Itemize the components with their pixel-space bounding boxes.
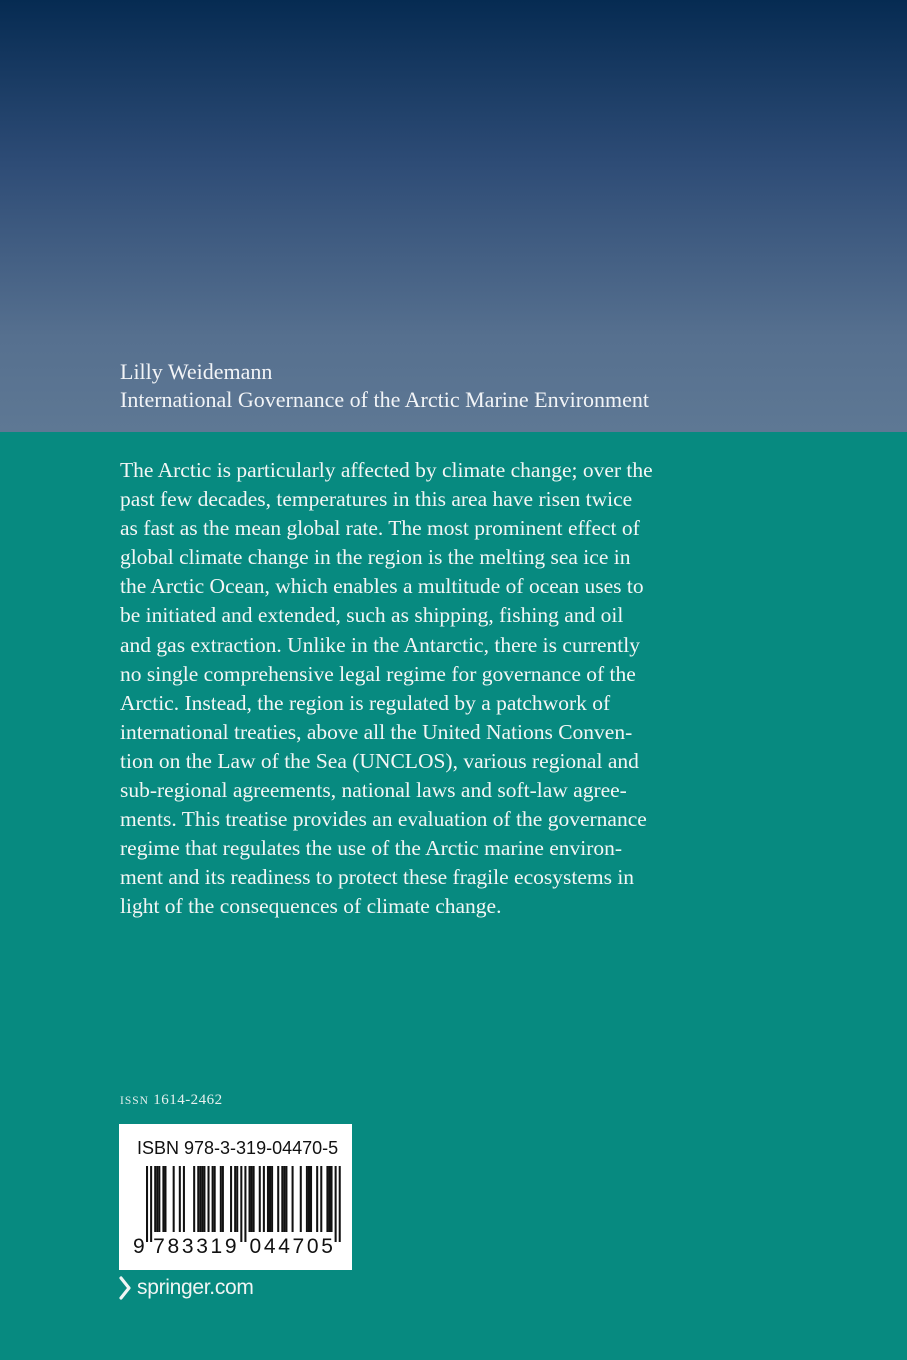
barcode-bar xyxy=(208,1166,210,1232)
barcode-bar xyxy=(183,1166,185,1232)
barcode-bar xyxy=(310,1166,312,1232)
barcode-bar xyxy=(339,1166,341,1242)
blurb-line: be initiated and extended, such as shipping, fishing and oil xyxy=(120,603,624,628)
barcode-bar xyxy=(277,1166,279,1232)
blurb-text xyxy=(120,456,695,922)
blurb-line: no single comprehensive legal regime for governance of the xyxy=(120,661,636,686)
barcode-bar xyxy=(214,1166,216,1232)
barcode-digit: 3 xyxy=(196,1235,208,1258)
barcode-digit: 1 xyxy=(210,1235,223,1258)
blurb-line: the Arctic Ocean, which enables a multitude of ocean uses to xyxy=(120,574,644,599)
barcode-bar xyxy=(308,1166,310,1232)
barcode-digit: 8 xyxy=(167,1235,180,1258)
barcode-bar xyxy=(331,1166,333,1232)
barcode-bar xyxy=(199,1166,201,1232)
blurb-line: ments. This treatise provides an evaluation of the governance xyxy=(120,807,647,832)
barcode-bar xyxy=(281,1166,283,1232)
barcode-bar xyxy=(283,1166,285,1232)
barcode-bar xyxy=(251,1166,253,1232)
barcode-bar xyxy=(154,1166,156,1232)
barcode-bar xyxy=(335,1166,337,1242)
barcode-bar xyxy=(244,1166,246,1242)
barcode-bar xyxy=(300,1166,302,1232)
barcode-bar xyxy=(162,1166,164,1232)
barcode-bar xyxy=(234,1166,236,1232)
barcode-bar xyxy=(267,1166,269,1232)
barcode-bar xyxy=(212,1166,214,1232)
barcode-bar xyxy=(201,1166,203,1232)
book-title: International Governance of the Arctic Marine Environment xyxy=(120,387,650,412)
barcode-digit: 9 xyxy=(224,1235,237,1258)
barcode-bar xyxy=(164,1166,166,1232)
barcode-bar xyxy=(230,1166,232,1232)
chevron-right-icon xyxy=(118,1276,132,1300)
barcode-bar xyxy=(328,1166,330,1232)
barcode-bar xyxy=(236,1166,238,1232)
barcode-bar xyxy=(253,1166,255,1232)
barcode-bar xyxy=(240,1166,242,1242)
barcode-box xyxy=(119,1124,352,1270)
barcode-digit: 3 xyxy=(181,1235,194,1258)
issn-number: 1614-2462 xyxy=(153,1092,223,1108)
publisher-url: springer.com xyxy=(137,1276,254,1299)
barcode-bar xyxy=(271,1166,273,1232)
barcode-digit: 9 xyxy=(133,1235,145,1258)
blurb-line: sub-regional agreements, national laws and soft-law agree- xyxy=(120,778,627,803)
barcode-bar xyxy=(285,1166,287,1232)
barcode-digit: 5 xyxy=(321,1235,333,1258)
blurb-line: as fast as the mean global rate. The most prominent effect of xyxy=(120,516,640,541)
blurb-line: past few decades, temperatures in this area have risen twice xyxy=(120,487,633,512)
barcode-bar xyxy=(249,1166,251,1232)
barcode-digit: 4 xyxy=(278,1235,290,1258)
barcode-bar xyxy=(197,1166,199,1232)
publisher-link[interactable] xyxy=(118,1276,254,1300)
barcode-bar xyxy=(292,1166,294,1232)
barcode-bar xyxy=(203,1166,205,1232)
blurb-line: ment and its readiness to protect these fragile ecosystems in xyxy=(120,865,635,890)
blurb-line: tion on the Law of the Sea (UNCLOS), various regional and xyxy=(120,748,639,773)
blurb-line: light of the consequences of climate change. xyxy=(120,894,502,919)
barcode-bar xyxy=(326,1166,328,1232)
blurb-line: regime that regulates the use of the Arctic marine environ- xyxy=(120,836,623,861)
barcode-bar xyxy=(146,1166,148,1242)
barcode-bar xyxy=(156,1166,158,1232)
barcode-digit: 7 xyxy=(292,1235,305,1258)
barcode-digit: 0 xyxy=(249,1235,262,1258)
barcode-bar xyxy=(220,1166,222,1232)
blurb-line: and gas extraction. Unlike in the Antarctic, there is currently xyxy=(120,632,640,657)
barcode-digit: 7 xyxy=(153,1235,165,1258)
blurb-line: The Arctic is particularly affected by climate change; over the xyxy=(120,458,653,482)
barcode-bar xyxy=(150,1166,152,1242)
blurb-line: international treaties, above all the United Nations Conven- xyxy=(120,719,633,744)
blurb-line: global climate change in the region is the melting sea ice in xyxy=(120,545,631,570)
barcode-bar xyxy=(222,1166,224,1232)
barcode-bar xyxy=(259,1166,261,1232)
barcode-bar xyxy=(179,1166,181,1232)
barcode-bar xyxy=(158,1166,160,1232)
issn xyxy=(120,1092,223,1109)
barcode-bar xyxy=(263,1166,265,1232)
isbn-text: ISBN 978-3-319-04470-5 xyxy=(137,1138,339,1158)
barcode-bar xyxy=(320,1166,322,1232)
barcode-bar xyxy=(193,1166,195,1232)
barcode-bar xyxy=(173,1166,175,1232)
barcode-bar xyxy=(269,1166,271,1232)
barcode-digit: 4 xyxy=(263,1235,276,1258)
blurb-line: Arctic. Instead, the region is regulated by a patchwork of xyxy=(120,690,611,715)
barcode-bar xyxy=(306,1166,308,1232)
barcode-digit: 0 xyxy=(306,1235,319,1258)
barcode-bar xyxy=(316,1166,318,1232)
issn-label: ISSN xyxy=(120,1095,149,1107)
author-name: Lilly Weidemann xyxy=(120,359,273,384)
